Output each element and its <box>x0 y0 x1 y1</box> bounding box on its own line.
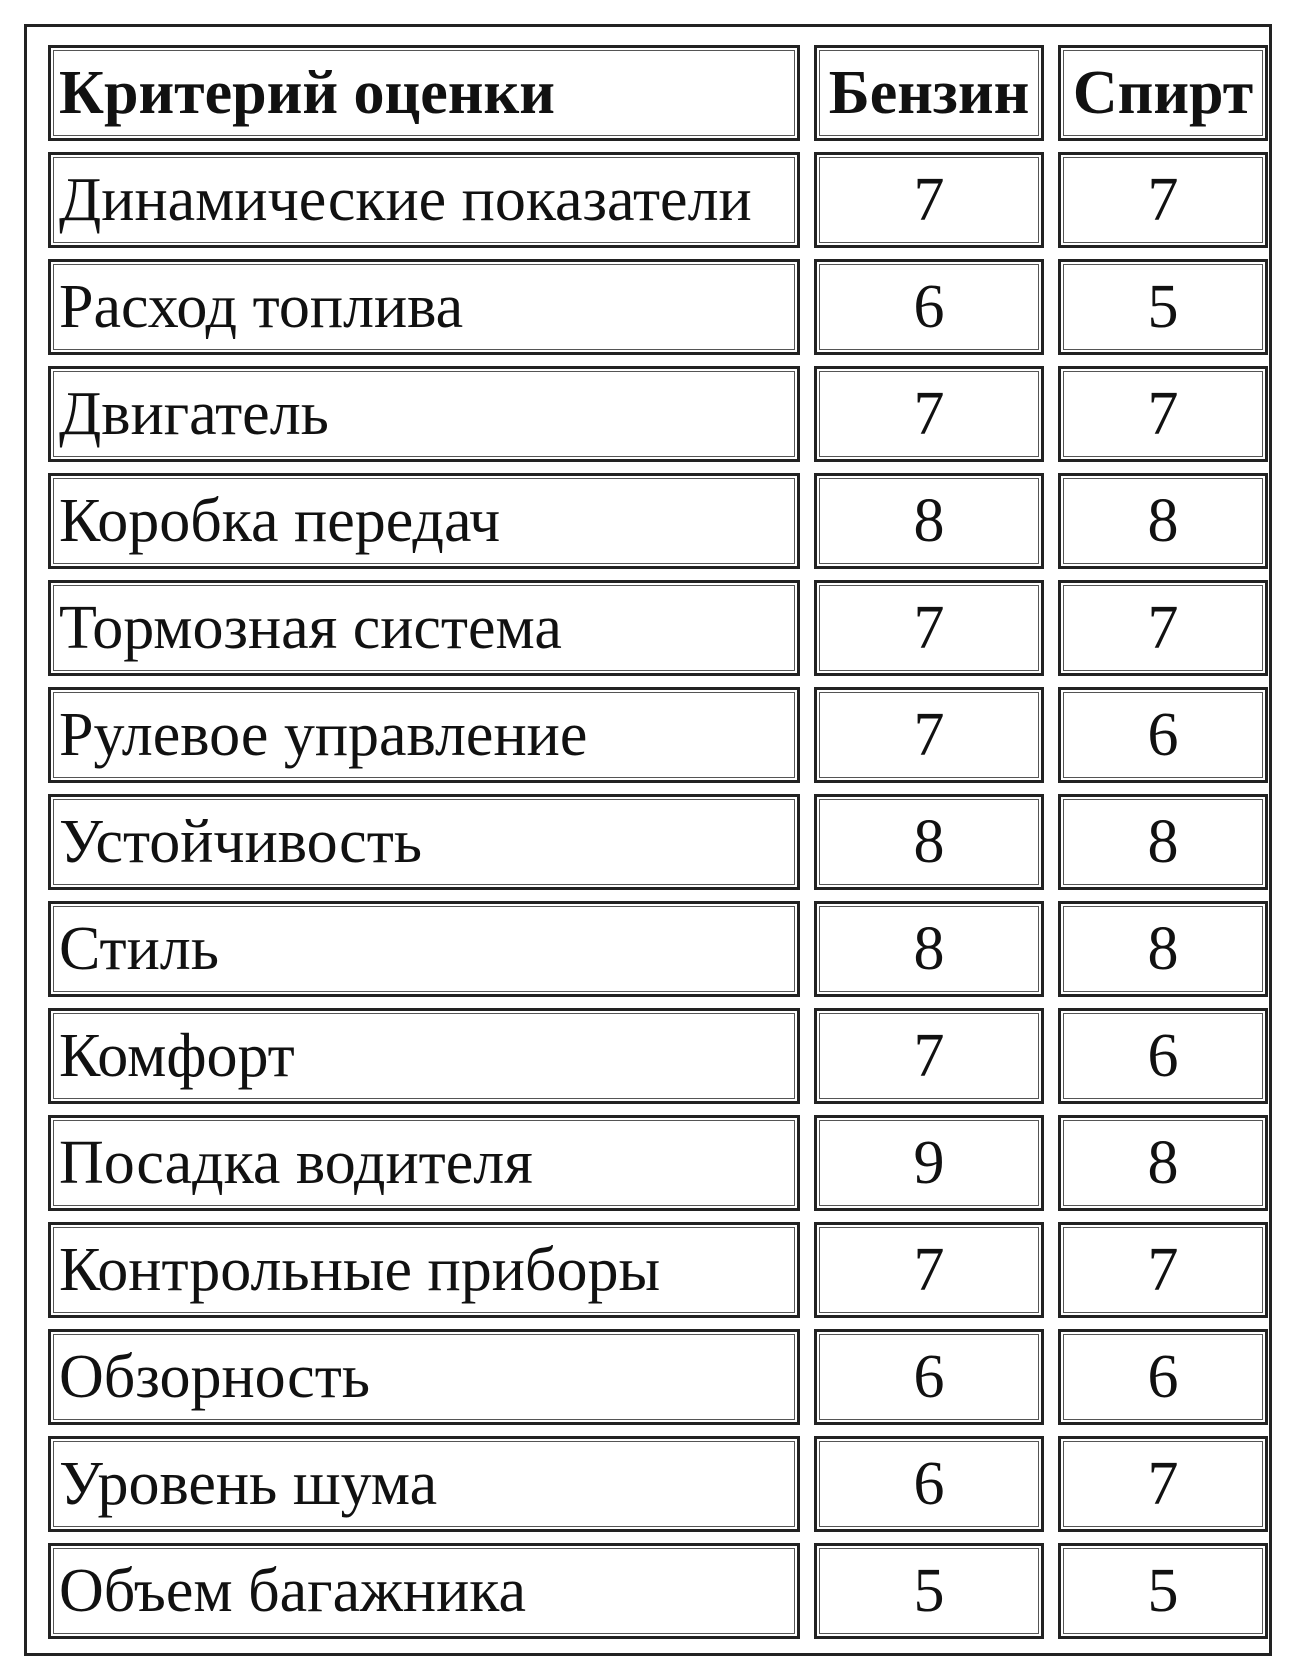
gasoline-score: 7 <box>814 687 1044 783</box>
alcohol-score: 8 <box>1058 901 1268 997</box>
gasoline-score: 6 <box>814 1329 1044 1425</box>
table-row <box>48 1543 1268 1639</box>
alcohol-score: 8 <box>1058 1115 1268 1211</box>
gasoline-score: 6 <box>814 259 1044 355</box>
table-row <box>48 901 1268 997</box>
gasoline-score: 8 <box>814 473 1044 569</box>
criterion-cell: Стиль <box>48 901 800 997</box>
alcohol-score: 7 <box>1058 152 1268 248</box>
criterion-cell: Уровень шума <box>48 1436 800 1532</box>
alcohol-score: 5 <box>1058 1543 1268 1639</box>
criterion-cell: Тормозная система <box>48 580 800 676</box>
alcohol-score: 6 <box>1058 1329 1268 1425</box>
alcohol-score: 5 <box>1058 259 1268 355</box>
header-alcohol: Спирт <box>1058 45 1268 141</box>
alcohol-score: 6 <box>1058 687 1268 783</box>
table-row <box>48 473 1268 569</box>
table-row <box>48 580 1268 676</box>
criterion-cell: Коробка передач <box>48 473 800 569</box>
table-row <box>48 366 1268 462</box>
table-row <box>48 687 1268 783</box>
alcohol-score: 6 <box>1058 1008 1268 1104</box>
criterion-cell: Обзорность <box>48 1329 800 1425</box>
criterion-cell: Посадка водителя <box>48 1115 800 1211</box>
gasoline-score: 7 <box>814 1222 1044 1318</box>
alcohol-score: 8 <box>1058 794 1268 890</box>
alcohol-score: 7 <box>1058 1436 1268 1532</box>
table-row <box>48 1115 1268 1211</box>
table-row <box>48 1329 1268 1425</box>
gasoline-score: 8 <box>814 794 1044 890</box>
alcohol-score: 7 <box>1058 366 1268 462</box>
criterion-cell: Устойчивость <box>48 794 800 890</box>
gasoline-score: 5 <box>814 1543 1044 1639</box>
gasoline-score: 8 <box>814 901 1044 997</box>
table-row <box>48 152 1268 248</box>
criterion-cell: Контрольные приборы <box>48 1222 800 1318</box>
header-criterion: Критерий оценки <box>48 45 800 141</box>
alcohol-score: 7 <box>1058 1222 1268 1318</box>
gasoline-score: 7 <box>814 1008 1044 1104</box>
criterion-cell: Комфорт <box>48 1008 800 1104</box>
criterion-cell: Двигатель <box>48 366 800 462</box>
criterion-cell: Динамические показатели <box>48 152 800 248</box>
table-row <box>48 794 1268 890</box>
header-gasoline: Бензин <box>814 45 1044 141</box>
gasoline-score: 9 <box>814 1115 1044 1211</box>
table-row <box>48 1222 1268 1318</box>
table-row <box>48 259 1268 355</box>
table-header-row <box>48 45 1268 141</box>
gasoline-score: 7 <box>814 366 1044 462</box>
table-row <box>48 1436 1268 1532</box>
fuel-comparison-table <box>34 34 1282 1650</box>
criterion-cell: Расход топлива <box>48 259 800 355</box>
gasoline-score: 7 <box>814 152 1044 248</box>
gasoline-score: 7 <box>814 580 1044 676</box>
alcohol-score: 7 <box>1058 580 1268 676</box>
criterion-cell: Рулевое управление <box>48 687 800 783</box>
table-row <box>48 1008 1268 1104</box>
criterion-cell: Объем багажника <box>48 1543 800 1639</box>
gasoline-score: 6 <box>814 1436 1044 1532</box>
alcohol-score: 8 <box>1058 473 1268 569</box>
